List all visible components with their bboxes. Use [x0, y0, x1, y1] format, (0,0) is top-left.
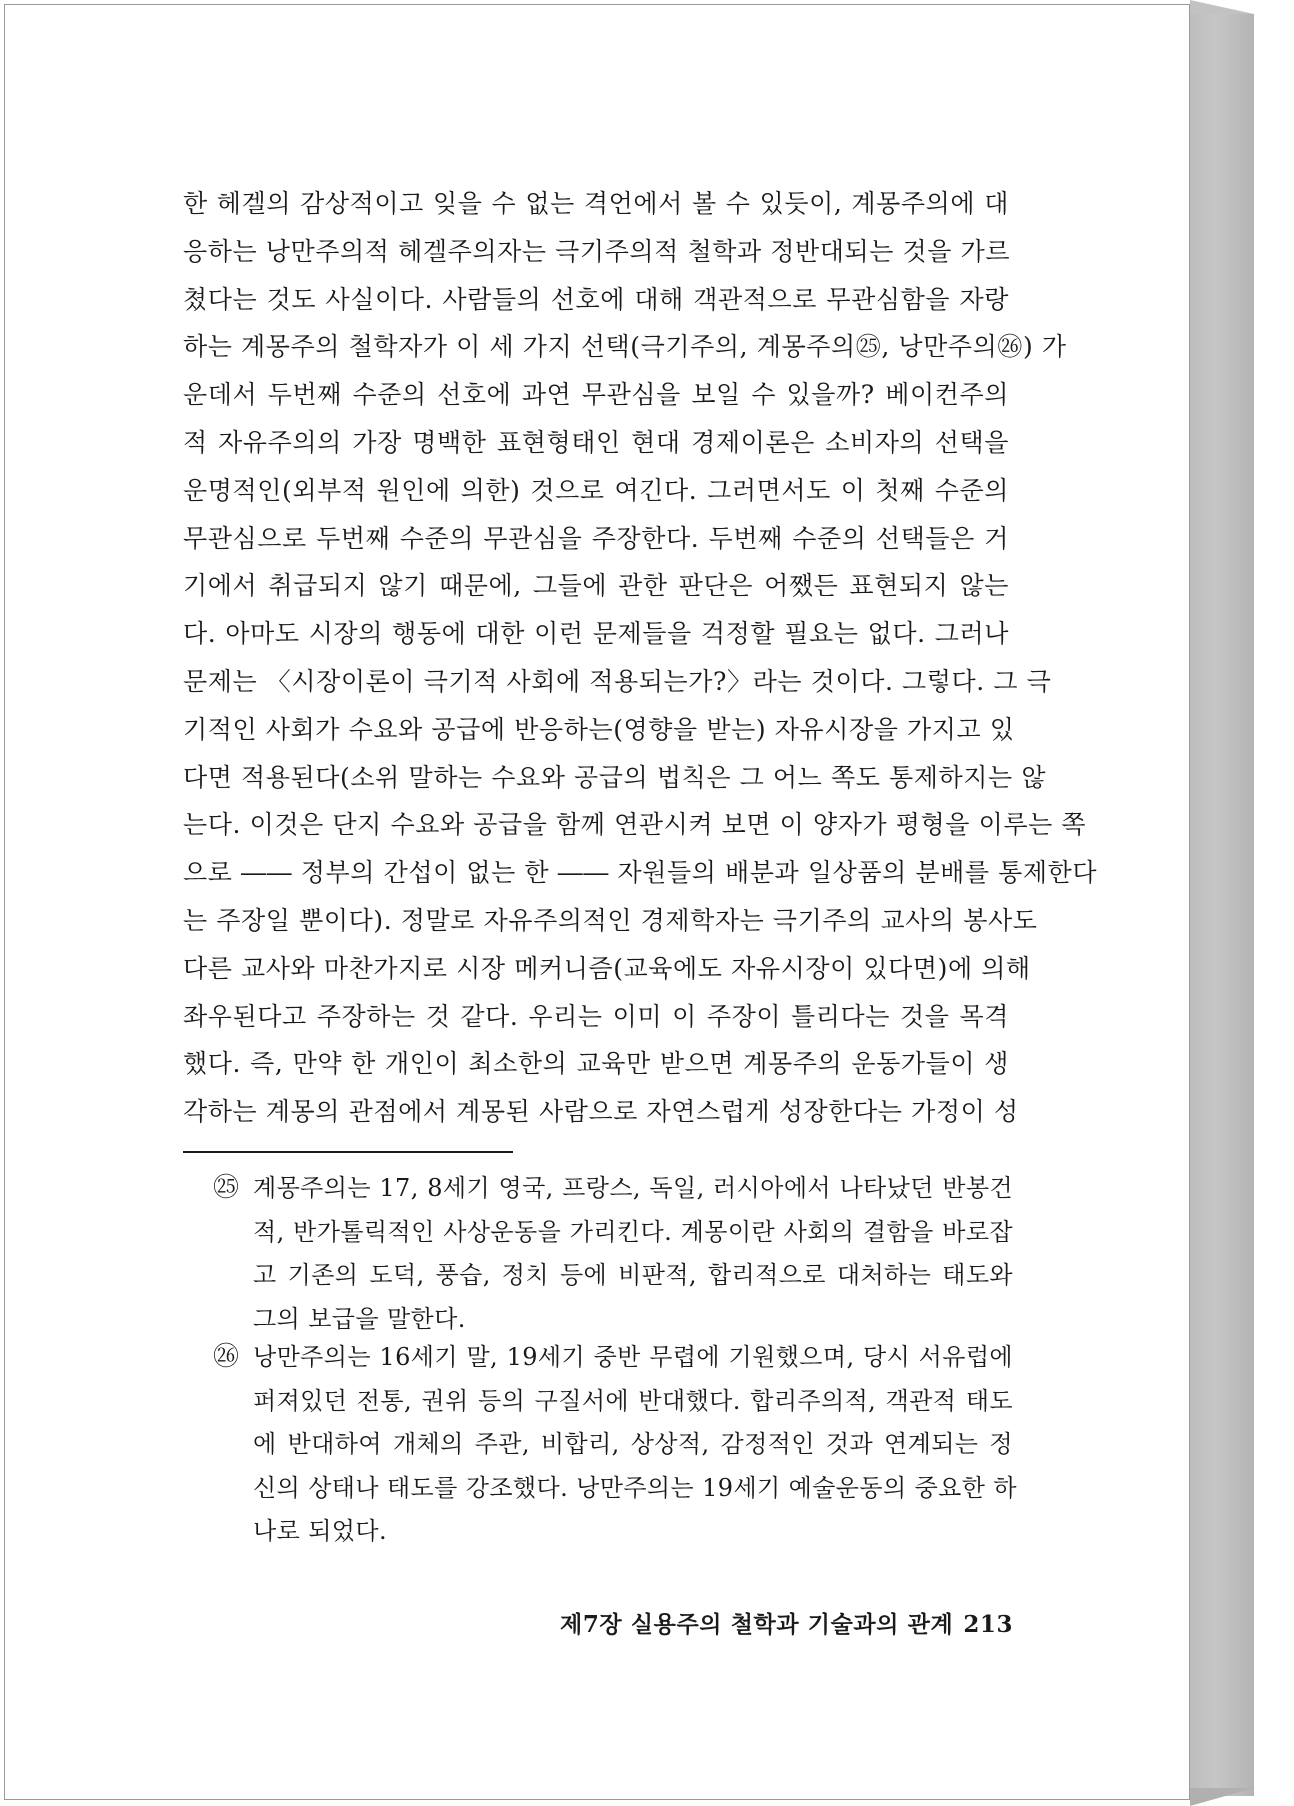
body-line: 했다. 즉, 만약 한 개인이 최소한의 교육만 받으면 계몽주의 운동가들이 생 [183, 1049, 1009, 1079]
body-line: 다면 적용된다(소위 말하는 수요와 공급의 법칙은 그 어느 쪽도 통제하지는 않 [183, 762, 1047, 792]
book-edge-bottom [1190, 1788, 1254, 1806]
body-line: 다. 아마도 시장의 행동에 대한 이런 문제들을 걱정할 필요는 없다. 그러나 [183, 619, 1009, 649]
page-number: 213 [963, 1611, 1014, 1638]
body-line: 적 자유주의의 가장 명백한 표현형태인 현대 경제이론은 소비자의 선택을 [183, 427, 1009, 457]
footnote-line: 낭만주의는 16세기 말, 19세기 중반 무렵에 기원했으며, 당시 서유럽에 [253, 1343, 1013, 1371]
body-line: 각하는 계몽의 관점에서 계몽된 사람으로 자연스럽게 성장한다는 가정이 성 [183, 1097, 1019, 1127]
body-line: 운명적인(외부적 원인에 의한) 것으로 여긴다. 그러면서도 이 첫째 수준의 [183, 475, 1009, 505]
body-line: 는 주장일 뿐이다). 정말로 자유주의적인 경제학자는 극기주의 교사의 봉사도 [183, 905, 1038, 935]
body-line: 한 헤겔의 감상적이고 잊을 수 없는 격언에서 볼 수 있듯이, 계몽주의에 대 [183, 189, 1009, 218]
footnote-marker: ㉕ [213, 1173, 240, 1203]
body-text [183, 180, 1098, 1136]
body-line: 기적인 사회가 수요와 공급에 반응하는(영향을 받는) 자유시장을 가지고 있 [183, 714, 1015, 744]
body-line: 쳤다는 것도 사실이다. 사람들의 선호에 대해 객관적으로 무관심함을 자랑 [183, 284, 1009, 314]
body-line: 는다. 이것은 단지 수요와 공급을 함께 연관시켜 보면 이 양자가 평형을 이루는 쪽 [183, 810, 1087, 840]
book-edge-side [1190, 14, 1254, 1796]
footnote-line: 고 기존의 도덕, 풍습, 정치 등에 비판적, 합리적으로 대처하는 태도와 [253, 1261, 1013, 1289]
body-line: 무관심으로 두번째 수준의 무관심을 주장한다. 두번째 수준의 선택들은 거 [183, 523, 1009, 553]
footnote-line: 퍼져있던 전통, 권위 등의 구질서에 반대했다. 합리주의적, 객관적 태도 [253, 1386, 1013, 1415]
footnote-text [253, 1336, 1017, 1554]
running-footer [560, 1605, 1014, 1645]
footer-chapter-title: 제7장 실용주의 철학과 기술과의 관계 [560, 1611, 954, 1638]
body-line: 기에서 취급되지 않기 때문에, 그들에 관한 판단은 어쨌든 표현되지 않는 [183, 571, 1009, 601]
body-line: 좌우된다고 주장하는 것 같다. 우리는 이미 이 주장이 틀리다는 것을 목격 [183, 1001, 1009, 1031]
footnote-line: 신의 상태나 태도를 강조했다. 낭만주의는 19세기 예술운동의 중요한 하 [253, 1473, 1017, 1502]
body-line: 하는 계몽주의 철학자가 이 세 가지 선택(극기주의, 계몽주의㉕, 낭만주의㉖) 가 [183, 332, 1067, 362]
body-line: 응하는 낭만주의적 헤겔주의자는 극기주의적 철학과 정반대되는 것을 가르 [183, 236, 1011, 266]
footnote-line: 계몽주의는 17, 8세기 영국, 프랑스, 독일, 러시아에서 나타났던 반봉건 [253, 1174, 1013, 1202]
footnote-text [253, 1167, 1013, 1341]
body-line: 다른 교사와 마찬가지로 시장 메커니즘(교육에도 자유시장이 있다면)에 의해 [183, 953, 1031, 983]
body-line: 운데서 두번째 수준의 선호에 과연 무관심을 보일 수 있을까? 베이컨주의 [183, 380, 1009, 410]
footnote-line: 적, 반가톨릭적인 사상운동을 가리킨다. 계몽이란 사회의 결함을 바로잡 [253, 1217, 1013, 1246]
footnote-marker: ㉖ [213, 1342, 240, 1372]
footnote-line: 나로 되었다. [253, 1517, 387, 1545]
footnote-line: 그의 보급을 말한다. [253, 1304, 466, 1333]
body-line: 으로 ―― 정부의 간섭이 없는 한 ―― 자원들의 배분과 일상품의 분배를 통제한다 [183, 858, 1098, 888]
footnote-divider [183, 1151, 513, 1153]
footnote-line: 에 반대하여 개체의 주관, 비합리, 상상적, 감정적인 것과 연계되는 정 [253, 1430, 1013, 1458]
body-line: 문제는 〈시장이론이 극기적 사회에 적용되는가?〉라는 것이다. 그렇다. 그 극 [183, 666, 1052, 696]
book-edge-top [1190, 0, 1254, 14]
